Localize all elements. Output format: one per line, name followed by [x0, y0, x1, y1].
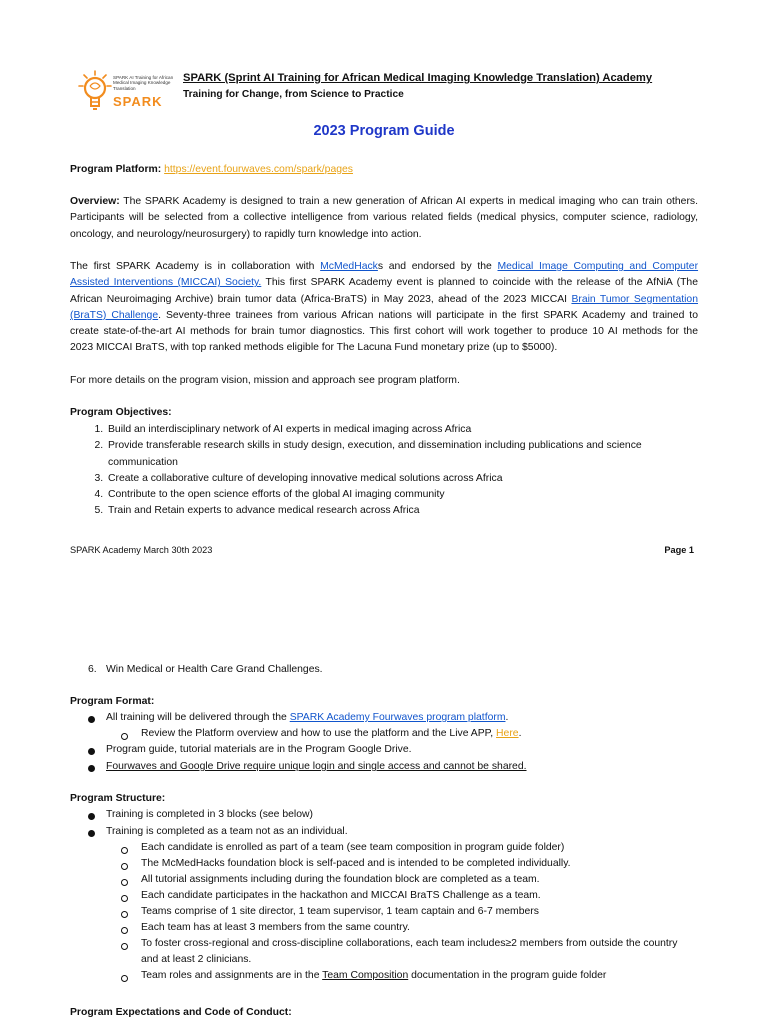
- expectations-heading: Program Expectations and Code of Conduct:: [70, 1007, 292, 1018]
- objective-item: 1. Build an interdisciplinary network of AI experts in medical imaging across Africa: [106, 422, 706, 438]
- objective-6-text: Win Medical or Health Care Grand Challenges.: [106, 664, 323, 675]
- footer-date: SPARK Academy March 30th 2023: [70, 545, 213, 555]
- collab-line: Assisted Interventions (MICCAI) Society. This first SPARK Academy event is planned to coincide with the release of the AfNiA (The: [70, 277, 698, 289]
- overview-line: Participants will be selected from a collective intelligence from various related fields (medical physics, computer science, radiology,: [70, 212, 698, 224]
- logo-small-text: SPARK AI Training for African Medical Imaging Knowledge Translation: [113, 75, 174, 91]
- objective-item: 4. Contribute to the open science efforts of the global AI imaging community: [106, 487, 706, 503]
- bullet-icon: [88, 813, 95, 820]
- collab-line: 2023 MICCAI BraTS, with top ranked methods eligible for The Lacuna Fund monetary prize (up to $5000).: [70, 342, 558, 354]
- structure-sub-bullet: Teams comprise of 1 site director, 1 team supervisor, 1 team captain and 6-7 members: [141, 906, 539, 917]
- objectives-list: [70, 422, 706, 520]
- document-page-2: [0, 640, 768, 1024]
- collab-line: The first SPARK Academy is in collaboration with McMedHacks and endorsed by the Medical Image Computing and Computer: [70, 261, 699, 272]
- format-bullet: Fourwaves and Google Drive require unique login and single access and cannot be shared.: [106, 761, 527, 772]
- structure-sub-bullet: All tutorial assignments including during the foundation block are completed as a team.: [141, 874, 540, 885]
- mcmedhacks-link[interactable]: McMedHack: [320, 261, 378, 272]
- collab-line: create state-of-the-art AI methods for brain tumor diagnostics. This first cohort will work together to produce 10 AI methods for the: [70, 326, 698, 338]
- sub-bullet-icon: [121, 733, 128, 740]
- overview-paragraph: [70, 194, 698, 243]
- miccai-link-cont[interactable]: Assisted Interventions (MICCAI) Society.: [70, 277, 262, 289]
- miccai-link[interactable]: Medical Image Computing and Computer: [497, 261, 699, 272]
- program-platform: [70, 162, 698, 178]
- fourwaves-platform-link[interactable]: SPARK Academy Fourwaves program platform: [289, 712, 506, 723]
- structure-sub-bullet: Each team has at least 3 members from the same country.: [141, 922, 410, 933]
- page-title: 2023 Program Guide: [313, 123, 455, 139]
- structure-sub-bullet: Each candidate is enrolled as part of a team (see team composition in program guide folder): [141, 842, 565, 853]
- logo-brand: SPARK: [113, 94, 163, 109]
- sub-bullet-icon: [121, 975, 128, 982]
- bullet-icon: [88, 830, 95, 837]
- brats-link-cont[interactable]: (BraTS) Challenge: [70, 309, 159, 321]
- sub-bullet-icon: [121, 879, 128, 886]
- spark-logo: [76, 69, 176, 117]
- objective-item: 3. Create a collaborative culture of developing innovative medical solutions across Africa: [106, 471, 706, 487]
- more-details: For more details on the program vision, mission and approach see program platform.: [70, 375, 460, 386]
- format-sub-bullet: Review the Platform overview and how to use the platform and the Live APP, Here.: [141, 728, 522, 739]
- academy-title: SPARK (Sprint AI Training for African Medical Imaging Knowledge Translation) Academy: [183, 72, 653, 84]
- live-app-link[interactable]: Here: [496, 728, 519, 739]
- structure-sub-bullet: To foster cross-regional and cross-discipline collaborations, each team includes≥2 members from outside the country: [141, 938, 678, 949]
- structure-sub-bullet: Each candidate participates in the hackathon and MICCAI BraTS Challenge as a team.: [141, 890, 541, 901]
- overview-line: oncology, and neurology/neurosurgery) to rapidly turn knowledge into action.: [70, 228, 422, 240]
- brats-link[interactable]: Brain Tumor Segmentation: [571, 293, 698, 305]
- structure-sub-bullet-cont: and at least 2 clinicians.: [141, 954, 252, 965]
- sub-bullet-icon: [121, 927, 128, 934]
- footer-page-number: Page 1: [664, 545, 694, 555]
- sub-bullet-icon: [121, 863, 128, 870]
- structure-heading: Program Structure:: [70, 793, 166, 804]
- platform-label: Program Platform:: [70, 164, 162, 175]
- sub-bullet-icon: [121, 943, 128, 950]
- bullet-icon: [88, 716, 95, 723]
- objectives-heading: Program Objectives:: [70, 407, 172, 418]
- objective-item: 5. Train and Retain experts to advance medical research across Africa: [106, 503, 706, 519]
- sub-bullet-icon: [121, 895, 128, 902]
- format-bullet: Program guide, tutorial materials are in the Program Google Drive.: [106, 744, 412, 755]
- collab-line: (BraTS) Challenge. Seventy-three trainees from various African nations will participate in the first SPARK Academy and trained to: [70, 309, 698, 321]
- objective-item: 2. Provide transferable research skills in study design, execution, and dissemination including publications and science communication: [106, 438, 706, 471]
- format-heading: Program Format:: [70, 696, 155, 707]
- structure-bullet: Training is completed in 3 blocks (see below): [106, 809, 313, 820]
- platform-link[interactable]: https://event.fourwaves.com/spark/pages: [164, 164, 353, 175]
- collaboration-paragraph: [70, 259, 698, 357]
- structure-sub-bullet: The McMedHacks foundation block is self-paced and is intended to be completed individually.: [141, 858, 571, 869]
- sub-bullet-icon: [121, 847, 128, 854]
- overview-line: Overview: The SPARK Academy is designed to train a new generation of African AI experts in medical imaging who can train others.: [70, 196, 698, 207]
- objective-6-number: 6.: [88, 664, 97, 675]
- team-composition-link[interactable]: Team Composition: [322, 970, 409, 981]
- bullet-icon: [88, 765, 95, 772]
- sub-bullet-icon: [121, 911, 128, 918]
- structure-sub-bullet: Team roles and assignments are in the Team Composition documentation in the program guide folder: [141, 970, 607, 981]
- page-gap: [0, 572, 768, 640]
- format-bullet: All training will be delivered through the SPARK Academy Fourwaves program platform.: [106, 712, 509, 723]
- academy-tagline: Training for Change, from Science to Practice: [183, 89, 404, 100]
- overview-label: Overview:: [70, 196, 120, 207]
- collab-line: African Neuroimaging Archive) brain tumor data (Africa-BraTS) in May 2023, ahead of the 2023 MICCAI Brain Tumor Segmentation: [70, 293, 698, 305]
- structure-bullet: Training is completed as a team not as an individual.: [106, 826, 348, 837]
- bullet-icon: [88, 748, 95, 755]
